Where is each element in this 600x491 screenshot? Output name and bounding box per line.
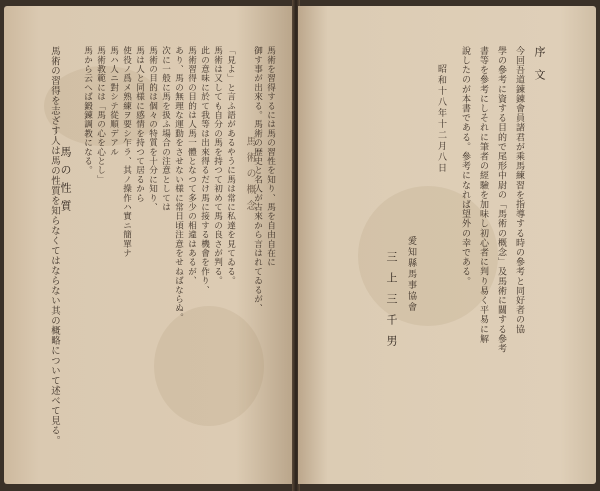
text-line: 馬ハ人ニ對シテ從順デアル	[108, 46, 119, 157]
right-page	[298, 6, 596, 484]
text-line: 「見よ」と言ふ語があるやうに馬は常に私達を見てゐる。	[225, 46, 236, 286]
preface-line: 書等を參考にしそれに筆者の經驗を加味し初心者に判り易く平易に解	[478, 46, 488, 344]
text-line: 使役ノ爲メ熟練ヲ要シ乍ラ、其ノ操作ハ實ニ簡單ナ	[121, 46, 132, 258]
author-organization: 愛知縣馬事協會	[406, 236, 416, 313]
text-line: 次に一般に馬を扱ふ場合の注意としては	[160, 46, 171, 212]
text-line: 馬術は又しても自分の馬を持つて初めて馬の良さが判る。	[212, 46, 223, 286]
text-line: 馬術の目的は個々の特質を十分に知り、	[147, 46, 158, 212]
preface-line: 今回吾道錬錬會員諸君が乘馬練習を指導する時の參考と同好者の協	[514, 46, 524, 334]
text-line: 馬術習得の目的は人馬一體となつて多少の相違はあるが、	[186, 46, 197, 286]
chapter-side-title: 馬術の概念	[244, 136, 255, 216]
author-name: 三上三千男	[385, 251, 398, 356]
text-line: 此の意味に於て我等は出來得るだけ馬に接する機會を作り、	[199, 46, 210, 295]
text-line: 馬術を習得するには馬の習性を知り、馬を自由自在に	[265, 46, 276, 267]
text-line: 御す事が出來る。馬術の歴史と名人が古來から言はれてゐるが、	[252, 46, 263, 313]
section-heading: 馬の性質	[59, 146, 72, 218]
text-paragraph: 馬術の習得を志ざす人は馬の性質を知らなくてはならない其の概略について述べて見る。	[49, 46, 60, 446]
preface-date: 昭和十八年十二月八日	[436, 64, 446, 174]
left-page	[4, 6, 294, 484]
preface-heading: 序文	[533, 46, 546, 92]
text-line: あり、馬の無理な運動をさせない様に常日頃注意をせねばならぬ。	[173, 46, 184, 322]
preface-line: 說したのが本書である。參考になれば望外の幸である。	[460, 46, 470, 286]
text-line: 馬から云へば鍛錬調教になる。	[82, 46, 93, 175]
text-line: 馬術教範には「馬の心を心とし」	[95, 46, 106, 184]
preface-line: 學の參考に資する目的で尾形中尉の「馬術の概念」及馬術に關する參考	[496, 46, 506, 354]
text-line: 馬は人と同様に感情を持つて居るから	[134, 46, 145, 203]
